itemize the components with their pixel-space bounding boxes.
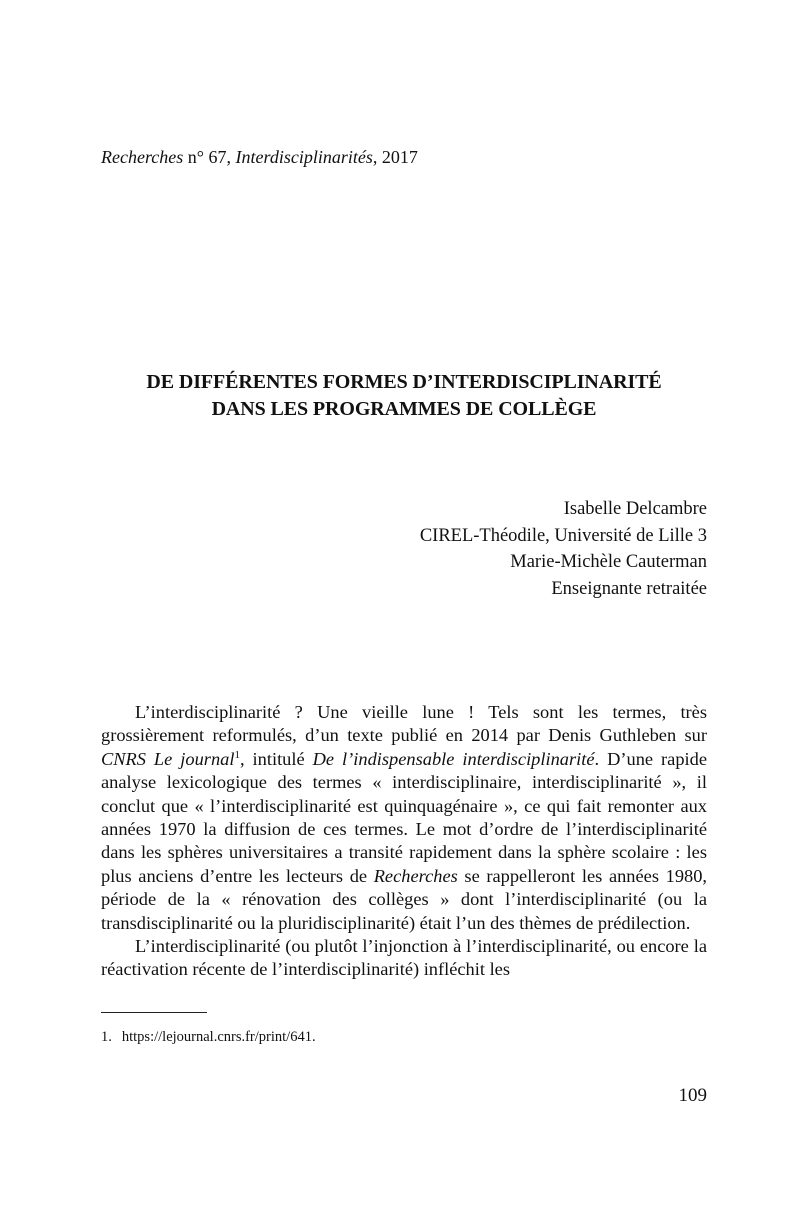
author-name: Isabelle Delcambre: [563, 499, 707, 519]
article-reference-title: De l’indispensable interdisciplinarité: [312, 748, 595, 769]
issue-theme: Interdisciplinarités: [235, 147, 373, 167]
title-line-1: DE DIFFÉRENTES FORMES D’INTERDISCIPLINARITÉ: [146, 371, 662, 393]
journal-reference: Recherches: [373, 865, 458, 886]
source-title: CNRS Le journal: [101, 748, 235, 769]
paragraph-text: . D’une rapide analyse lexicologique des termes « interdisciplinaire, interdisciplinarité », il conclut que « l’interdisciplinarité est quinquagénaire », ce qui fait remonter aux années 1970 la diffusion de ces termes. Le mot d’ordre de l’interdisciplinarité dans les sphères universitaires a transité rapidement dans la sphère scolaire : les plus anciens d’entre les lecteurs de: [101, 748, 707, 886]
paragraph-1: [101, 701, 707, 935]
author-affiliation: CIREL-Théodile, Université de Lille 3: [419, 525, 707, 546]
author-name: Marie-Michèle Cauterman: [510, 552, 707, 572]
issue-year: , 2017: [372, 147, 418, 167]
footnote-text: https://lejournal.cnrs.fr/print/641.: [121, 1029, 316, 1045]
footnote: [101, 1028, 316, 1046]
footnote-number: 1.: [101, 1029, 112, 1045]
author-block: [420, 496, 707, 602]
footnote-divider: [101, 1012, 207, 1013]
journal-name: Recherches: [101, 147, 184, 167]
paragraph-text: , intitulé: [239, 748, 313, 769]
paragraph-text: se rappelleront les années 1980, période de la « rénovation des collèges » dont l’interdisciplinarité (ou la transdisciplinarité ou la pluridisciplinarité) était l’un des thèmes de prédilection.: [101, 865, 707, 933]
title-line-2: DANS LES PROGRAMMES DE COLLÈGE: [211, 398, 597, 420]
paragraph-2: L’interdisciplinarité (ou plutôt l’injonction à l’interdisciplinarité, ou encore la réactivation récente de l’interdisciplinarité) infléchit les: [101, 936, 707, 980]
body-text: [101, 701, 707, 982]
running-header: [101, 146, 418, 168]
author-affiliation: Enseignante retraitée: [551, 578, 707, 599]
page-number: 109: [678, 1085, 707, 1106]
footnote-reference: 1: [234, 748, 240, 761]
paragraph-text: L’interdisciplinarité ? Une vieille lune ! Tels sont les termes, très grossièrement reformulés, d’un texte publié en 2014 par Denis Guthleben sur: [101, 702, 707, 746]
issue-number: n° 67,: [183, 147, 236, 167]
article-title: [101, 369, 707, 423]
